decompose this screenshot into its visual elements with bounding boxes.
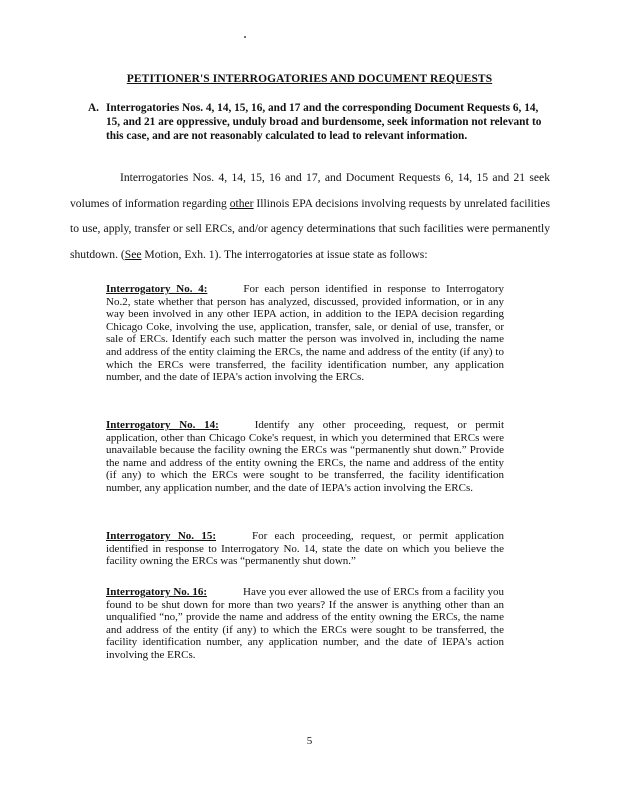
- interrogatory-text: Identify any other proceeding, request, or permit application, other than Chicago Coke's request, in which you determined that ERCs were unavailable because the facility owning the ERCs was “permanently shut down.” Provide the name and address of the entity owning the ERCs, the name and address of the entity (if any) to which the ERCs were sought to be transferred, the facility identification number, any application number, and the date of IEPA's action involving the ERCs.: [106, 419, 504, 494]
- scan-speck: [244, 36, 246, 38]
- interrogatory-label: Interrogatory No. 15:: [106, 530, 216, 542]
- body-text-part2: Illinois EPA decisions involving requests by unrelated facilities to use, apply, transfer or sell ERCs, and/or agency determinations that such facilities were permanently shutdown. (: [70, 196, 550, 261]
- interrogatory-text: For each person identified in response to Interrogatory No.2, state whether that person has analyzed, discussed, provided information, or in any way been involved in any other IEPA action, in addition to the IEPA decision regarding Chicago Coke, involving the use, application, transfer, sale, or denial of use, transfer, or sale of ERCs. Identify each such matter the person was involved in, including the name and address of the entity claiming the ERCs, the name and address of the entity (if any) to which the ERCs were transferred, the facility identification number, any application number, and the date of IEPA's action involving the ERCs.: [106, 283, 504, 384]
- interrogatory-block: [106, 419, 504, 495]
- interrogatory-text: For each proceeding, request, or permit application identified in response to Interrogatory No. 14, state the date on which you believe the facility owning the ERCs was “permanently shut down.”: [106, 530, 504, 568]
- body-see-citation: See: [124, 247, 142, 261]
- body-text-part3: Motion, Exh. 1). The interrogatories at issue state as follows:: [141, 247, 428, 261]
- interrogatory-text: Have you ever allowed the use of ERCs from a facility you found to be shut down for more than two years? If the answer is anything other than an unqualified “no,” provide the name and address of the entity owning the ERCs, the name and address of the entity (if any) to which the ERCs were sought to be transferred, the facility identification number, any application number, and the date of IEPA's action involving the ERCs.: [106, 586, 504, 661]
- interrogatory-label: Interrogatory No. 4:: [106, 283, 208, 295]
- body-paragraph: [70, 165, 550, 267]
- section-heading-text: Interrogatories Nos. 4, 14, 15, 16, and 17 and the corresponding Document Requests 6, 14, 15, and 21 are oppressive, unduly broad and burdensome, seek information not relevant to this case, and are not reasonably calculated to lead to relevant information.: [106, 102, 542, 142]
- interrogatory-label: Interrogatory No. 16:: [106, 586, 207, 598]
- body-underlined-other: other: [229, 196, 254, 210]
- section-letter: A.: [88, 102, 99, 114]
- page-number: 5: [306, 735, 313, 747]
- interrogatory-block: [106, 283, 504, 384]
- interrogatory-block: [106, 530, 504, 568]
- page-title: PETITIONER'S INTERROGATORIES AND DOCUMENT REQUESTS: [126, 73, 493, 85]
- interrogatory-block: [106, 586, 504, 662]
- body-text-part1: Interrogatories Nos. 4, 14, 15, 16 and 17, and Document Requests 6, 14, 15 and 21 seek volumes of information regarding: [70, 171, 550, 210]
- interrogatory-label: Interrogatory No. 14:: [106, 419, 219, 431]
